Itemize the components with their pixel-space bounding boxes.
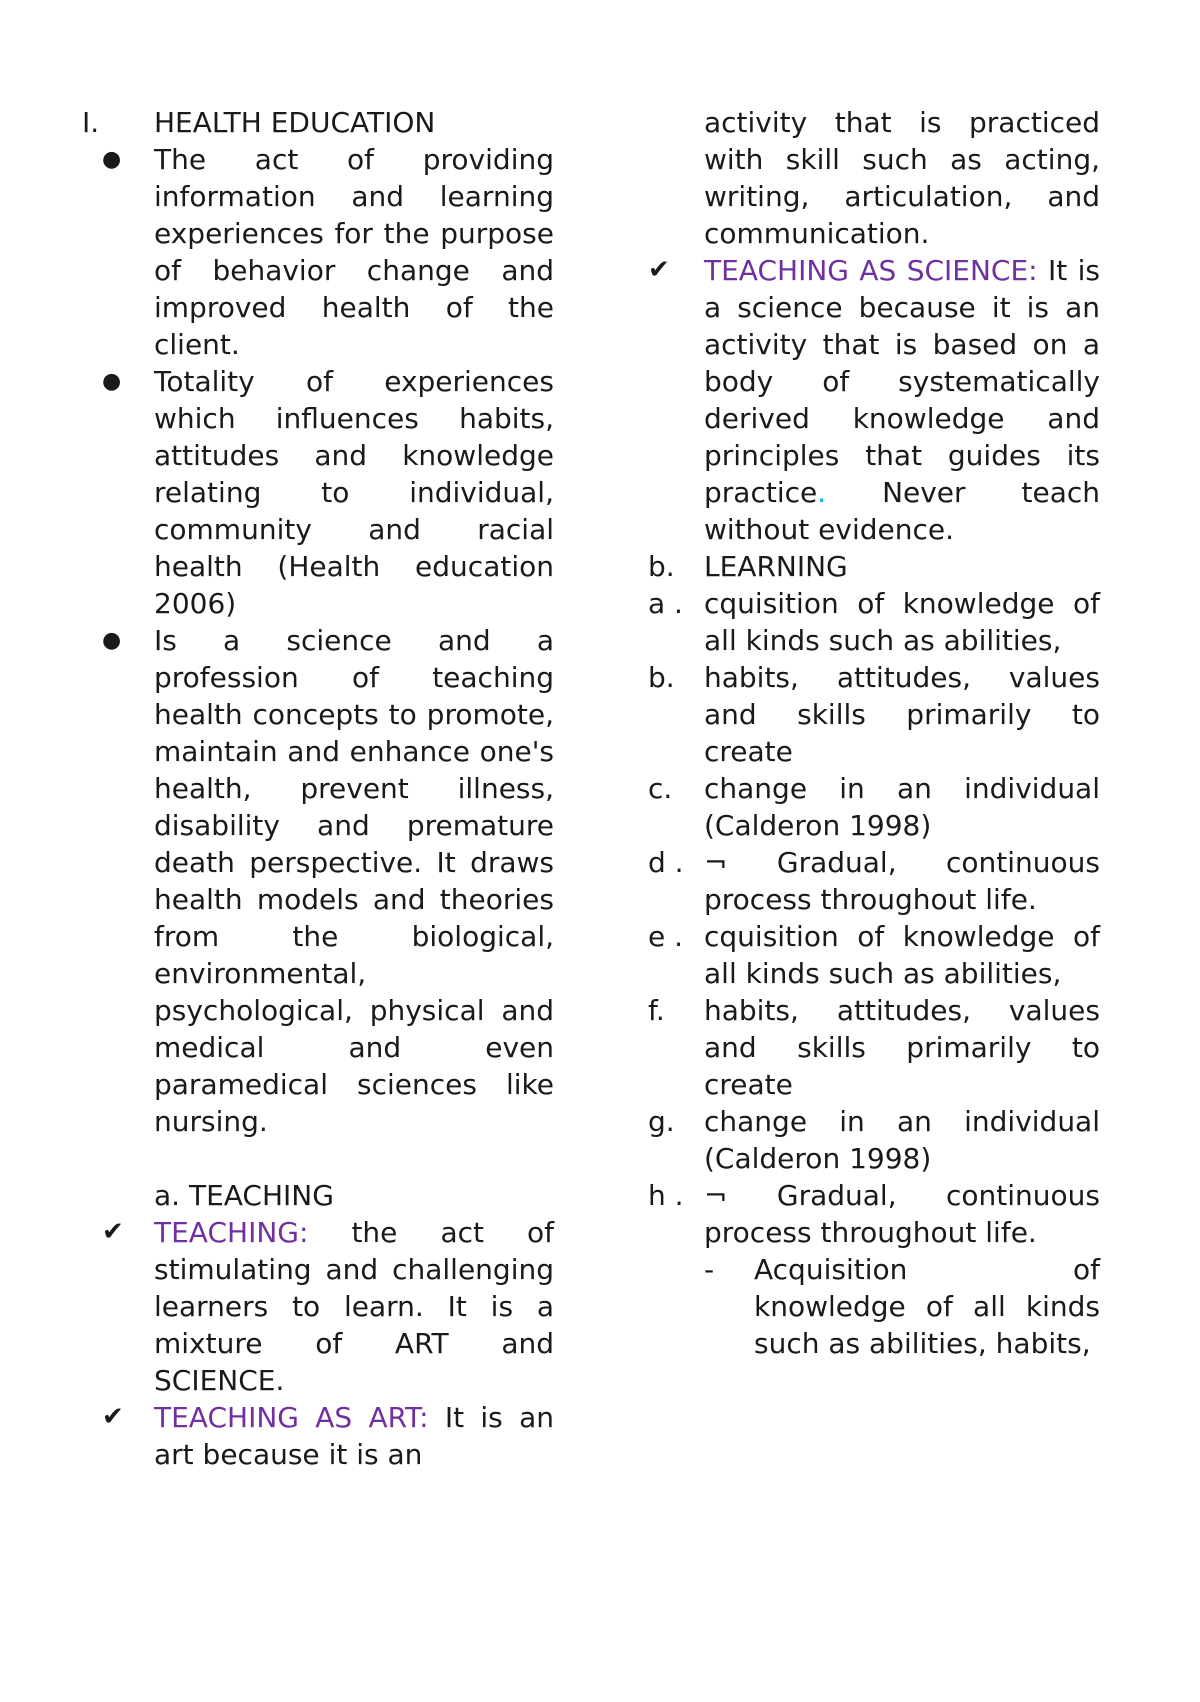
list-marker: f.: [648, 994, 665, 1027]
list-text: cquisition of knowledge of all kinds such as abilities,: [704, 587, 1100, 657]
list-marker: c.: [648, 772, 673, 805]
check-item: [82, 1214, 554, 1399]
term-definition: the act of stimulating and challenging learners to learn. It is a mixture of ART and SCIENCE.: [154, 1216, 554, 1397]
right-column: [648, 104, 1100, 1362]
list-item: [648, 585, 1100, 659]
colored-period: .: [817, 476, 827, 509]
list-item: [648, 770, 1100, 844]
checkmark-icon: ✔: [102, 1402, 124, 1432]
term-definition-end: Never teach without evidence.: [704, 476, 1100, 546]
bullet-icon: ●: [102, 369, 122, 394]
dash-text: Acquisition of knowledge of all kinds such as abilities, habits,: [754, 1253, 1100, 1360]
list-marker: e .: [648, 920, 684, 953]
list-marker: a .: [648, 587, 683, 620]
left-column: [82, 104, 554, 1473]
term-label: TEACHING AS ART:: [154, 1401, 429, 1434]
list-text: change in an individual (Calderon 1998): [704, 772, 1100, 842]
term-label: TEACHING AS SCIENCE:: [704, 254, 1038, 287]
list-item: [648, 918, 1100, 992]
list-item: [648, 1103, 1100, 1177]
continued-text: [648, 104, 1100, 252]
list-text: ¬ Gradual, continuous process throughout life.: [704, 846, 1100, 916]
list-text: habits, attitudes, values and skills primarily to create: [704, 994, 1100, 1101]
teaching-subheading: a. TEACHING: [154, 1179, 334, 1212]
learning-heading: [648, 548, 1100, 585]
continuation-paragraph: activity that is practiced with skill such as acting, writing, articulation, and communication.: [704, 106, 1100, 250]
list-marker: h .: [648, 1179, 684, 1212]
list-item: [648, 1177, 1100, 1251]
list-text: ¬ Gradual, continuous process throughout life.: [704, 1179, 1100, 1249]
list-text: cquisition of knowledge of all kinds such as abilities,: [704, 920, 1100, 990]
list-item: [82, 363, 554, 622]
list-item: [648, 659, 1100, 770]
list-marker: d .: [648, 846, 684, 879]
checkmark-icon: ✔: [648, 255, 670, 285]
bullet-text: The act of providing information and learning experiences for the purpose of behavior change and improved health of the client.: [154, 143, 554, 361]
check-text: [704, 252, 1100, 548]
list-item: [82, 141, 554, 363]
term-definition: It is a science because it is an activity that is based on a body of systematically derived knowledge and principles that guides its practice: [704, 254, 1100, 509]
check-item: [648, 252, 1100, 548]
bullet-text: Is a science and a profession of teaching health concepts to promote, maintain and enhance one's health, prevent illness, disability and premature death perspective. It draws health models and theories from the biological, environmental, psychological, physical and medical and even paramedical sciences like nursing.: [154, 624, 554, 1138]
dash-marker: -: [704, 1253, 715, 1286]
roman-numeral: I.: [82, 106, 100, 139]
list-marker: b.: [648, 661, 675, 694]
dash-sublist: [704, 1251, 1100, 1362]
list-marker: b.: [648, 550, 675, 583]
list-item: [82, 622, 554, 1140]
bullet-icon: ●: [102, 628, 122, 653]
bullet-text: Totality of experiences which influences habits, attitudes and knowledge relating to individual, community and racial health (Health education 2006): [154, 365, 554, 620]
check-item: [82, 1399, 554, 1473]
checkmark-icon: ✔: [102, 1217, 124, 1247]
list-marker: g.: [648, 1105, 675, 1138]
list-item: [648, 992, 1100, 1103]
blank-line: [82, 1140, 554, 1177]
section-heading: [82, 104, 554, 141]
learning-title: LEARNING: [704, 550, 848, 583]
bullet-icon: ●: [102, 147, 122, 172]
check-text: [154, 1214, 554, 1399]
list-text: habits, attitudes, values and skills primarily to create: [704, 661, 1100, 768]
term-definition: It is an art because it is an: [154, 1401, 554, 1471]
check-text: [154, 1399, 554, 1473]
term-label: TEACHING:: [154, 1216, 309, 1249]
list-text: change in an individual (Calderon 1998): [704, 1105, 1100, 1175]
list-item: [648, 844, 1100, 918]
dash-item: [704, 1251, 1100, 1362]
section-title: HEALTH EDUCATION: [154, 106, 436, 139]
